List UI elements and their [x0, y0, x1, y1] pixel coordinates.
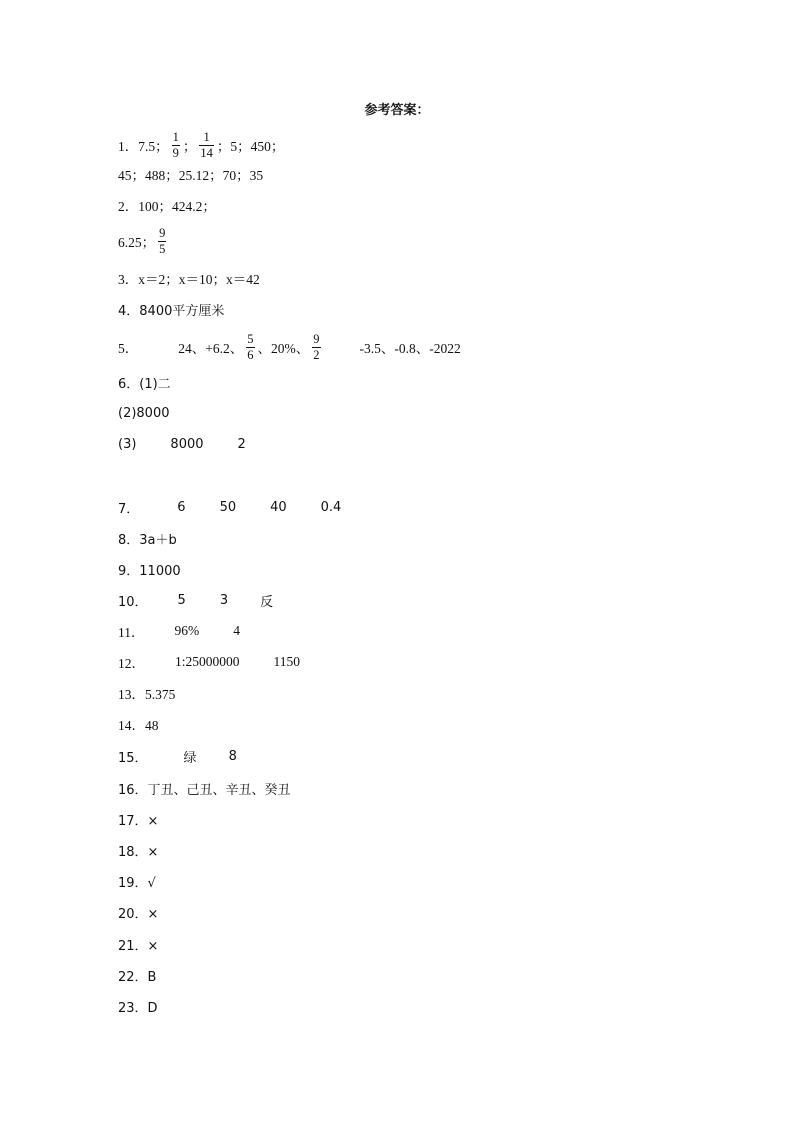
answer-value: 3 [219, 592, 229, 608]
answer-value: 4 [233, 623, 240, 638]
answer-number: 1． [118, 139, 139, 154]
page-title: 参考答案： [364, 103, 430, 118]
answer-2-continued [118, 226, 169, 256]
answer-4: 4．8400平方厘米 [118, 303, 225, 319]
answer-value: 反 [260, 594, 274, 610]
answer-16: 16．丁丑、己丑、辛丑、癸丑 [118, 782, 291, 798]
answer-text: -3.5、-0.8、-2022 [359, 341, 461, 356]
answer-value: 8 [228, 748, 237, 764]
answer-value: 6 [177, 499, 186, 515]
fraction [158, 226, 166, 257]
numerator: 1 [172, 129, 179, 144]
answer-text: 24、+6.2、 [178, 341, 244, 356]
answer-value: 8000 [170, 436, 204, 452]
answer-value: 1:25000000 [175, 654, 240, 669]
answer-15 [118, 746, 237, 766]
answer-23: 23．D [118, 1000, 158, 1016]
answer-text: 6.25； [118, 235, 156, 250]
denominator: 9 [172, 145, 179, 160]
answer-value: 96% [174, 623, 200, 638]
answer-17: 17．× [118, 813, 159, 829]
answer-value: 1150 [273, 654, 301, 669]
denominator: 14 [200, 145, 213, 160]
answer-number: 7． [118, 501, 140, 517]
answer-number: 15． [118, 750, 148, 766]
answer-text: ；5；450； [216, 139, 285, 154]
answer-6-part-3 [118, 434, 246, 454]
answer-value: 5 [177, 592, 186, 608]
answer-2: 2．100；424.2； [118, 199, 216, 214]
answer-text: (3) [118, 436, 137, 452]
answer-text: ； [182, 139, 197, 154]
answer-21: 21．× [118, 938, 159, 954]
numerator: 5 [247, 331, 254, 346]
answer-1-continued: 45；488；25.12；70；35 [118, 168, 264, 183]
answer-7 [118, 497, 341, 517]
answer-value: 40 [270, 499, 287, 515]
answer-number: 10． [118, 594, 148, 610]
answer-number: 12． [118, 656, 145, 671]
denominator: 2 [313, 347, 320, 362]
answer-5 [118, 331, 461, 363]
answer-1 [118, 130, 284, 160]
answer-6: 6．(1)二 [118, 376, 171, 392]
fraction [246, 332, 254, 363]
answer-20: 20．× [118, 906, 159, 922]
answer-18: 18．× [118, 844, 159, 860]
numerator: 9 [159, 225, 166, 240]
fraction [312, 332, 320, 363]
answer-value: 2 [237, 436, 246, 452]
answer-8: 8．3a＋b [118, 532, 177, 548]
answer-3: 3．x＝2；x＝10；x＝42 [118, 272, 260, 287]
fraction [199, 130, 214, 161]
denominator: 5 [159, 241, 166, 256]
answer-value: 绿 [183, 750, 197, 766]
answer-text: 7.5； [138, 139, 169, 154]
answer-22: 22．B [118, 969, 157, 985]
denominator: 6 [247, 347, 254, 362]
numerator: 9 [313, 331, 320, 346]
answer-number: 5． [118, 341, 139, 356]
answer-10 [118, 590, 273, 610]
answer-19: 19．√ [118, 875, 156, 891]
answer-6-part-2: (2)8000 [118, 405, 170, 421]
answer-value: 0.4 [320, 499, 342, 515]
numerator: 1 [203, 129, 210, 144]
answer-value: 50 [219, 499, 237, 515]
answer-12 [118, 652, 300, 672]
fraction [172, 130, 180, 161]
answer-text: 、20%、 [257, 341, 310, 356]
answer-number: 11． [118, 625, 145, 640]
answer-9: 9．11000 [118, 563, 181, 579]
answer-13: 13．5.375 [118, 687, 176, 702]
answer-11 [118, 621, 240, 641]
answer-14: 14．48 [118, 718, 159, 733]
